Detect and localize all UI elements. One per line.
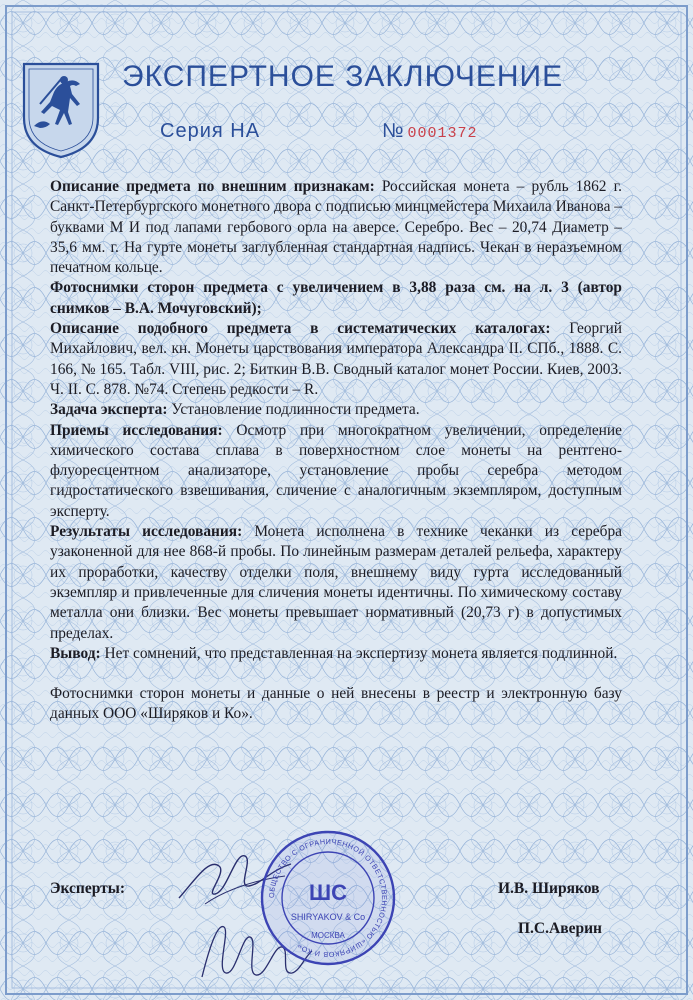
section-description [50, 177, 622, 278]
conclusion-body [50, 177, 622, 725]
moscow-coat-of-arms-icon [20, 60, 102, 160]
experts-label: Эксперты: [50, 880, 126, 897]
section-label: Описание подобного предмета в систематических каталогах: [50, 320, 551, 338]
section-label: Вывод: [50, 644, 101, 662]
document-number [382, 120, 477, 143]
section-text: Монета исполнена в технике чеканки из серебра узаконенной для нее 868-й пробы. По линейным размерам деталей рельефа, характеру их проработки, качеству отделки поля, внешнему виду гурта исследованный экземпляр и привлеченные для сличения монеты идентичны. По химическому составу металла они близки. Вес монеты превышает нормативный (20,73 г) в допустимых пределах. [50, 523, 622, 642]
section-label: Фотоснимки сторон предмета с увеличением в 3,88 раза см. на л. 3 (автор снимков – В.А. Мочуговский); [50, 279, 622, 317]
section-text: Российская монета – рубль 1862 г. Санкт-Петербургского монетного двора с подписью минцмейстера Михаила Иванова – буквами М И под лапами гербового орла на аверсе. Серебро. Вес – 20,74 Диаметр – 35,6 мм. г. На гурте монеты заглубленная стандартная надпись. Чекан в неразъемном печатном кольце. [50, 178, 622, 277]
number-sign: № [382, 120, 404, 142]
section-results [50, 522, 622, 644]
registry-note: Фотоснимки сторон монеты и данные о ней внесены в реестр и электронную базу данных ООО «Ширяков и Ко». [50, 685, 622, 723]
stamp-logo: ШС [309, 880, 347, 905]
section-label: Описание предмета по внешним признакам: [50, 178, 375, 195]
section-methods [50, 421, 622, 522]
section-text: Георгий Михайлович, вел. кн. Монеты царствования императора Александра II. СПб., 1888. С. 166, № 165. Табл. VIII, рис. 2; Биткин В.В. Сводный каталог монет России. Киев, 2003. Ч. II. С. 878. №74. Степень редкости – R. [50, 320, 622, 398]
section-photos [50, 278, 622, 319]
section-text: Установление подлинности предмета. [167, 401, 420, 419]
expert-name-1: И.В. Ширяков [498, 880, 600, 897]
number-value: 0001372 [407, 125, 478, 142]
stamp-company: SHIRYAKOV & Co [290, 912, 366, 922]
section-label: Результаты исследования: [50, 523, 243, 541]
section-conclusion [50, 644, 622, 664]
stamp-city: МОСКВА [311, 931, 345, 940]
section-text: Нет сомнений, что представленная на экспертизу монета является подлинной. [100, 644, 618, 662]
section-task [50, 400, 622, 420]
series-label: Серия НА [160, 120, 261, 142]
company-stamp [258, 828, 398, 968]
document-title: ЭКСПЕРТНОЕ ЗАКЛЮЧЕНИЕ [122, 60, 564, 93]
section-catalogs [50, 319, 622, 400]
section-text: Осмотр при многократном увеличении, определение химического состава сплава в поверхностном слое монеты на рентгено-флуоресцентном анализаторе, установление пробы серебра методом гидростатического взвешивания, сличение с аналогичным экземпляром, доступным эксперту. [50, 421, 622, 520]
stamp-ring-text: ОБЩЕСТВО С ОГРАНИЧЕННОЙ ОТВЕТСТВЕННОСТЬЮ «ШИРЯКОВ И КО» [266, 836, 390, 960]
section-label: Приемы исследования: [50, 421, 223, 439]
expert-name-2: П.С.Аверин [518, 920, 602, 937]
header [0, 0, 693, 160]
section-label: Задача эксперта: [50, 401, 168, 419]
